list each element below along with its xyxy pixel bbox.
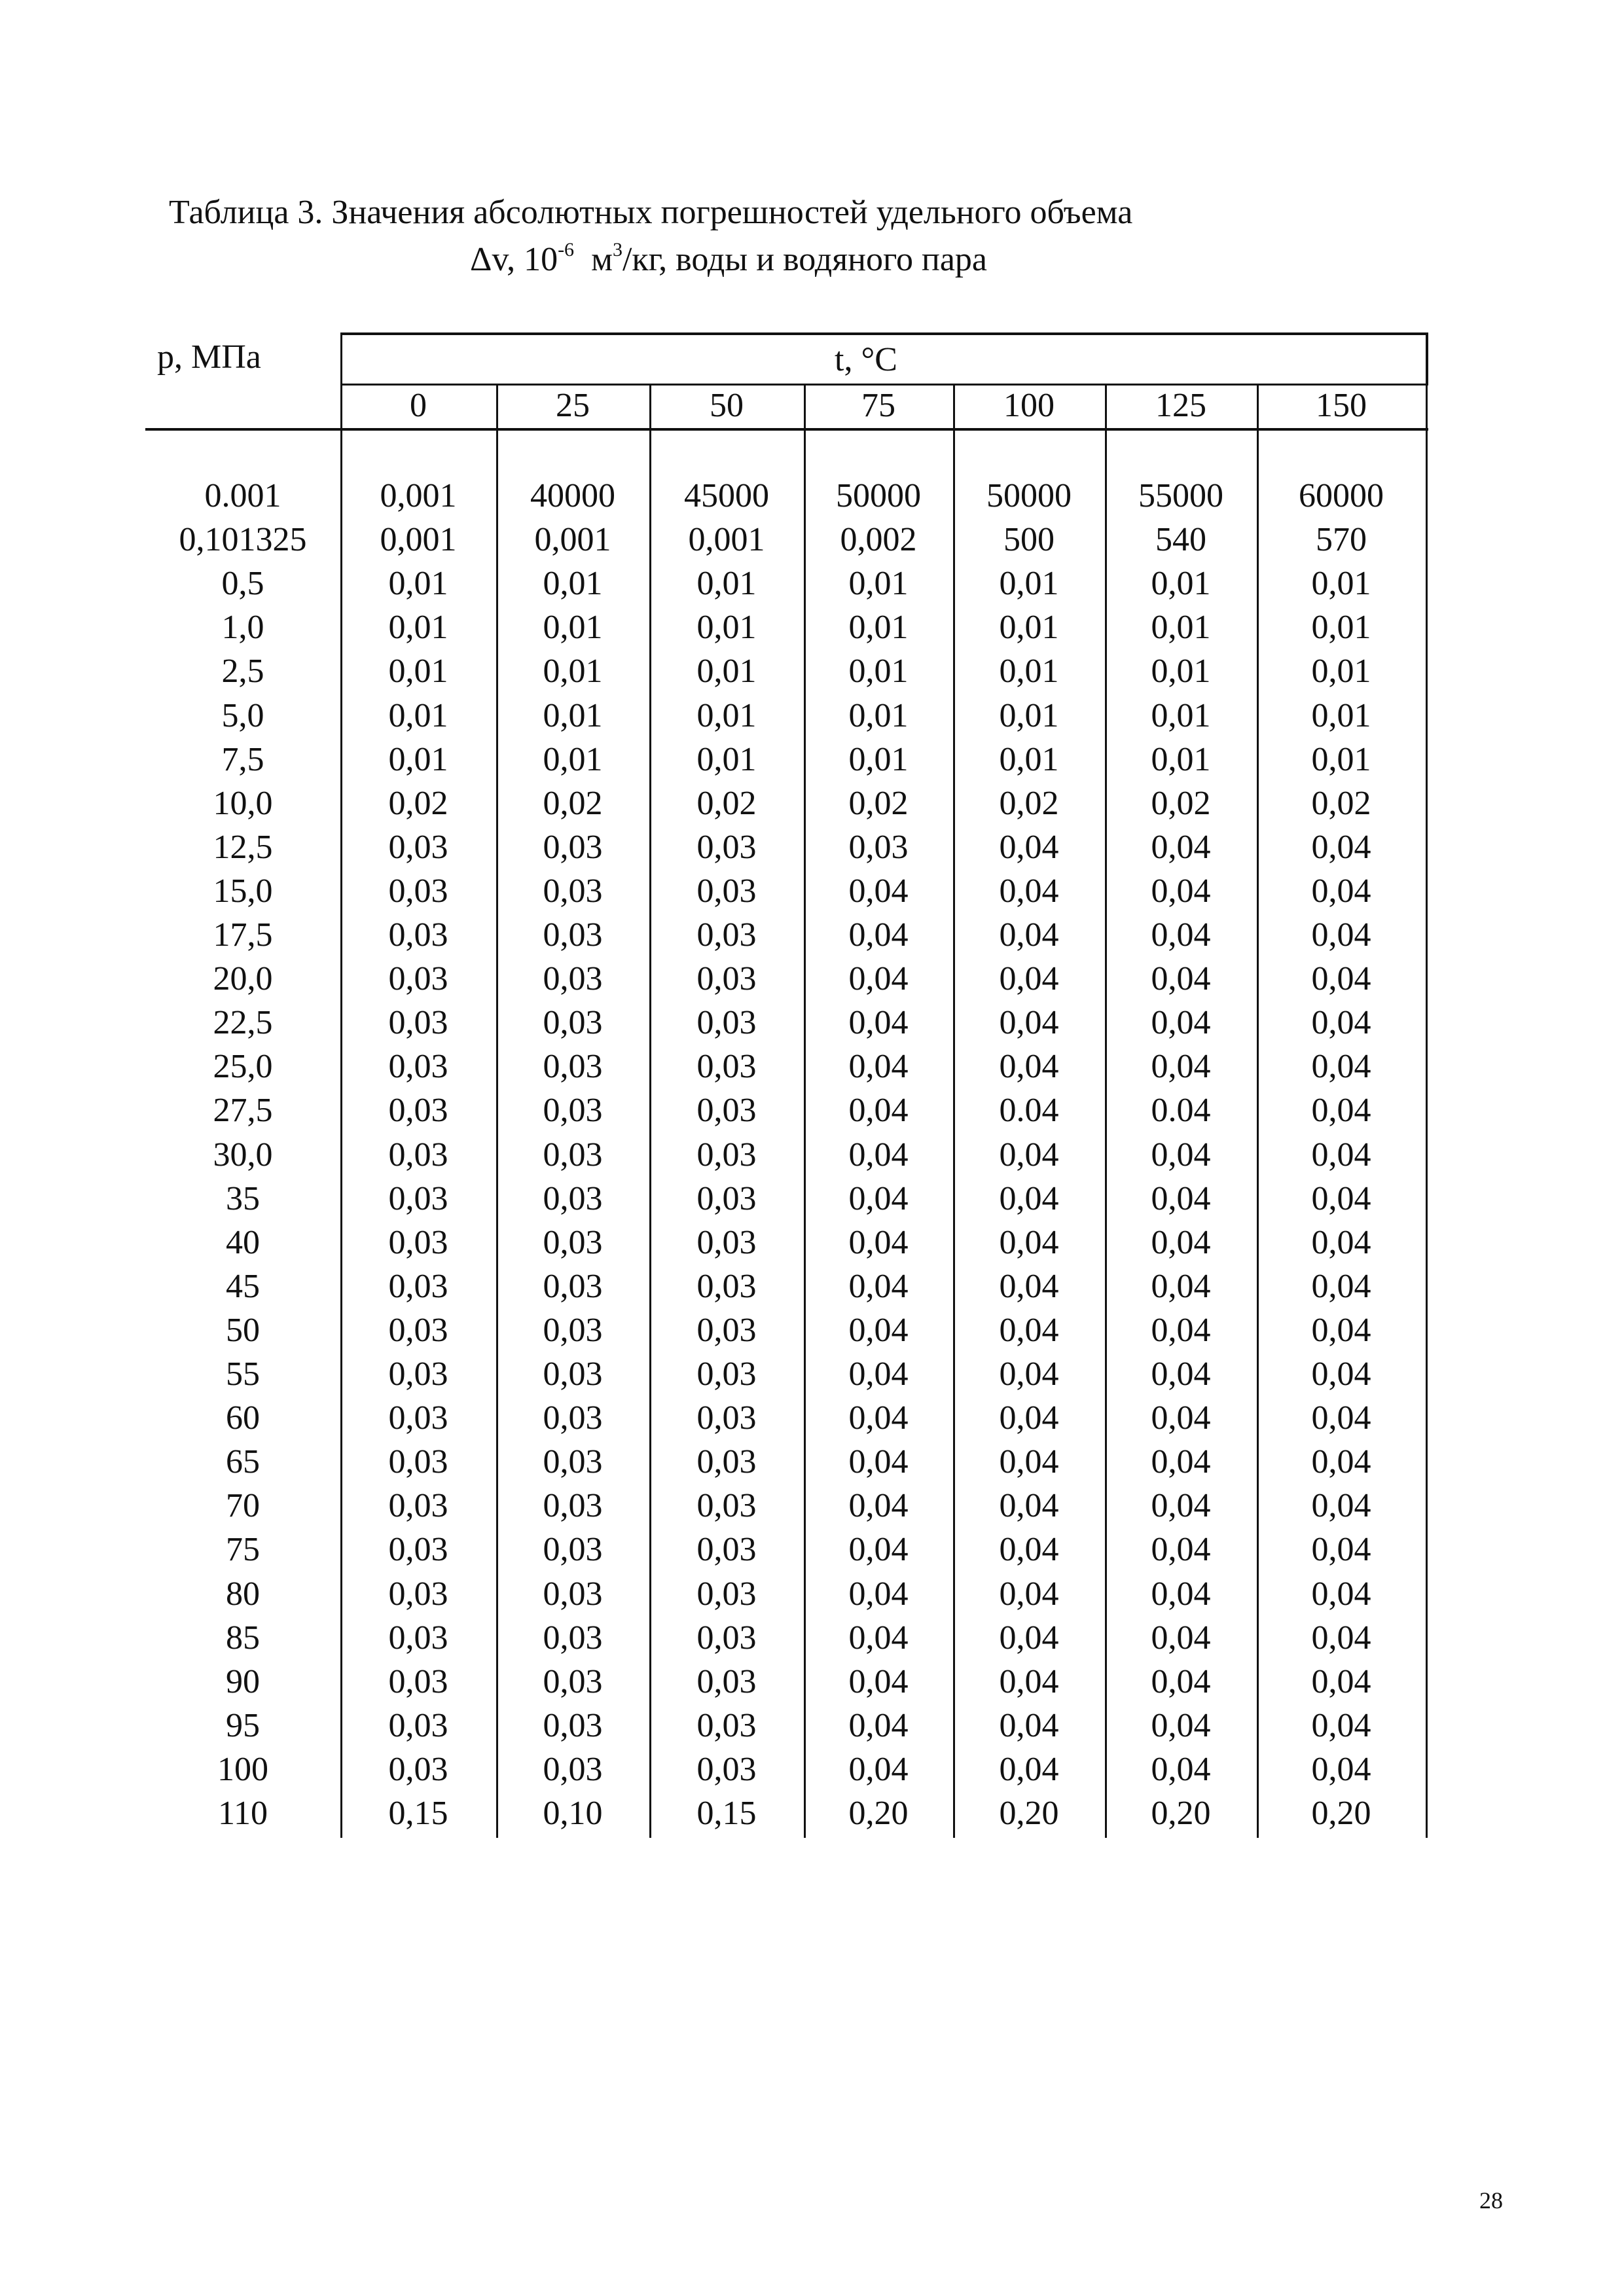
table-cell: 0,04 (1311, 1443, 1371, 1481)
table-cell: 0,03 (696, 1662, 757, 1700)
table-cell: 0,04 (1311, 1355, 1371, 1393)
caption-title: Таблица 3. Значения абсолютных погрешностей удельного объема (169, 194, 1133, 231)
table-cell: 0,04 (848, 1267, 909, 1305)
table-cell: 0,04 (999, 1662, 1059, 1700)
table-cell: 0,03 (696, 1487, 757, 1525)
table-cell: 0,15 (696, 1795, 757, 1832)
table-cell: 0,04 (999, 1706, 1059, 1744)
table-cell: 0,03 (543, 1048, 603, 1086)
table-cell: 0,01 (696, 653, 757, 691)
table-cell: 0,04 (848, 1136, 909, 1174)
table-cell: 0,03 (696, 916, 757, 954)
table-cell: 0,04 (999, 1443, 1059, 1481)
table-cell: 0,01 (388, 609, 448, 647)
row-pressure: 75 (226, 1531, 260, 1569)
table-cell: 0,01 (1311, 740, 1371, 778)
row-pressure: 100 (217, 1750, 268, 1788)
table-cell: 0,01 (1311, 653, 1371, 691)
table-cell: 0,04 (848, 1443, 909, 1481)
table-cell: 0,03 (543, 1750, 603, 1788)
table-cell: 0,04 (1151, 1311, 1211, 1349)
table-cell: 0,01 (1151, 740, 1211, 778)
table-cell: 0,01 (543, 565, 603, 603)
table-cell: 0,10 (543, 1795, 603, 1832)
table-cell: 0,03 (388, 1619, 448, 1657)
table-cell: 0,02 (696, 784, 757, 822)
table-cell: 0,04 (1151, 916, 1211, 954)
table-cell: 500 (1003, 521, 1055, 559)
table-cell: 0,04 (1311, 828, 1371, 866)
table-cell: 0,01 (999, 565, 1059, 603)
table-cell: 0.04 (1151, 1092, 1211, 1130)
table-cell: 0,03 (543, 916, 603, 954)
table-cell: 0,04 (1311, 960, 1371, 998)
row-pressure: 1,0 (221, 609, 264, 647)
table-cell: 0,04 (848, 1619, 909, 1657)
table-cell: 0,04 (999, 1311, 1059, 1349)
table-cell: 0,03 (543, 872, 603, 910)
row-pressure: 45 (226, 1267, 260, 1305)
row-pressure: 55 (226, 1355, 260, 1393)
table-cell: 0,03 (696, 1575, 757, 1613)
table-cell: 0,03 (543, 1355, 603, 1393)
row-pressure: 0,101325 (179, 521, 307, 559)
table-cell: 0,03 (388, 1092, 448, 1130)
table-cell: 0,04 (999, 1575, 1059, 1613)
row-pressure: 85 (226, 1619, 260, 1657)
table-cell: 0,04 (848, 1487, 909, 1525)
table-cell: 0,04 (1311, 1399, 1371, 1437)
table-cell: 0,01 (1151, 609, 1211, 647)
table-cell: 0,03 (388, 1136, 448, 1174)
row-pressure: 25,0 (213, 1048, 273, 1086)
table-cell: 0,04 (999, 1531, 1059, 1569)
table-cell: 0,03 (388, 1575, 448, 1613)
column-header: 125 (1155, 387, 1206, 424)
table-cell: 0,04 (1151, 1750, 1211, 1788)
table-cell: 45000 (684, 477, 769, 514)
table-cell: 0,04 (999, 1179, 1059, 1217)
table-cell: 0,01 (999, 740, 1059, 778)
table-cell: 0,04 (1151, 1531, 1211, 1569)
row-pressure: 7,5 (221, 740, 264, 778)
table-cell: 0,04 (1311, 1267, 1371, 1305)
table-cell: 0,01 (848, 653, 909, 691)
table-cell: 0,15 (388, 1795, 448, 1832)
table-cell: 0,002 (840, 521, 917, 559)
table-cell: 0,04 (848, 1662, 909, 1700)
table-cell: 0,03 (543, 828, 603, 866)
table-cell: 0,01 (543, 740, 603, 778)
table-cell: 0,03 (388, 1004, 448, 1042)
row-pressure: 27,5 (213, 1092, 273, 1130)
table-cell: 0,04 (848, 1575, 909, 1613)
table-cell: 0,03 (388, 960, 448, 998)
table-cell: 0,04 (999, 916, 1059, 954)
table-cell: 0,04 (848, 1179, 909, 1217)
table-cell: 0,04 (1311, 1750, 1371, 1788)
table-cell: 0,01 (696, 740, 757, 778)
row-pressure: 50 (226, 1311, 260, 1349)
table-cell: 0,04 (848, 960, 909, 998)
table-cell: 0,04 (1311, 1048, 1371, 1086)
table-cell: 0,01 (999, 609, 1059, 647)
table-cell: 0,01 (848, 740, 909, 778)
table-cell: 0,01 (543, 653, 603, 691)
table-cell: 0,04 (1311, 1619, 1371, 1657)
table-cell: 0,04 (999, 1750, 1059, 1788)
table-cell: 0,03 (696, 1179, 757, 1217)
table-cell: 0,03 (543, 1399, 603, 1437)
table-cell: 0,03 (543, 1706, 603, 1744)
table-cell: 0,04 (999, 1619, 1059, 1657)
table-cell: 0,03 (543, 1487, 603, 1525)
table-cell: 0,03 (696, 1136, 757, 1174)
table-cell: 0,03 (543, 1531, 603, 1569)
table-cell: 0,03 (696, 872, 757, 910)
table-cell: 0,03 (388, 1223, 448, 1261)
table-cell: 0,03 (388, 1179, 448, 1217)
table-cell: 0,01 (848, 609, 909, 647)
table-cell: 0,01 (999, 696, 1059, 734)
row-header-label: p, МПа (157, 338, 261, 376)
table-cell: 0,04 (848, 1531, 909, 1569)
table-cell: 0,01 (848, 565, 909, 603)
table-cell: 0,02 (388, 784, 448, 822)
table-cell: 0,04 (1151, 1267, 1211, 1305)
table-cell: 0,01 (1151, 696, 1211, 734)
row-pressure: 90 (226, 1662, 260, 1700)
table-cell: 0,03 (388, 1267, 448, 1305)
table-cell: 0,04 (848, 872, 909, 910)
table-cell: 0,04 (848, 1399, 909, 1437)
table-cell: 0,04 (1151, 1004, 1211, 1042)
table-cell: 0,03 (388, 1662, 448, 1700)
table-cell: 0,02 (999, 784, 1059, 822)
table-cell: 570 (1316, 521, 1367, 559)
table-cell: 0,04 (999, 1223, 1059, 1261)
table-cell: 0,01 (1311, 609, 1371, 647)
table-cell: 540 (1155, 521, 1206, 559)
table-cell: 0,01 (1311, 696, 1371, 734)
table-cell: 0,04 (848, 1750, 909, 1788)
table-cell: 0,04 (848, 1092, 909, 1130)
table-cell: 0,04 (1311, 1487, 1371, 1525)
table-cell: 0,04 (848, 1311, 909, 1349)
table-cell: 0,03 (388, 916, 448, 954)
table-cell: 0,001 (380, 477, 457, 514)
table-cell: 0,04 (999, 828, 1059, 866)
row-pressure: 22,5 (213, 1004, 273, 1042)
row-pressure: 60 (226, 1399, 260, 1437)
table-cell: 0,04 (848, 1004, 909, 1042)
header-sub-rule (340, 384, 1428, 386)
row-pressure: 110 (217, 1795, 268, 1832)
header-bottom-rule (145, 428, 1428, 431)
table-cell: 0,01 (388, 740, 448, 778)
table-cell: 0,04 (1151, 1399, 1211, 1437)
table-cell: 0,04 (999, 1004, 1059, 1042)
table-cell: 0,04 (1311, 872, 1371, 910)
table-cell: 0,01 (1311, 565, 1371, 603)
column-header: 0 (410, 387, 427, 424)
row-pressure: 15,0 (213, 872, 273, 910)
table-cell: 0,04 (1151, 1487, 1211, 1525)
caption-units-text: Δv, 10 (470, 241, 558, 278)
table-cell: 0,20 (1311, 1795, 1371, 1832)
table-cell: 0,03 (696, 1223, 757, 1261)
table-cell: 0,03 (848, 828, 909, 866)
table-cell: 0,03 (696, 1750, 757, 1788)
table-cell: 0,03 (696, 1355, 757, 1393)
table-cell: 0,04 (1311, 1179, 1371, 1217)
table-cell: 0,04 (1311, 1136, 1371, 1174)
column-header: 25 (556, 387, 590, 424)
table-cell: 0,04 (848, 1223, 909, 1261)
table-cell: 0,04 (848, 1355, 909, 1393)
row-pressure: 65 (226, 1443, 260, 1481)
table-cell: 0,04 (1151, 1575, 1211, 1613)
table-cell: 0,03 (543, 1443, 603, 1481)
column-header: 75 (861, 387, 895, 424)
row-pressure: 20,0 (213, 960, 273, 998)
table-cell: 0,03 (696, 1443, 757, 1481)
table-cell: 0,03 (696, 1619, 757, 1657)
table-cell: 0,03 (696, 1092, 757, 1130)
table-cell: 0,03 (388, 1750, 448, 1788)
column-header: 100 (1003, 387, 1055, 424)
row-pressure: 95 (226, 1706, 260, 1744)
table-cell: 0,02 (1311, 784, 1371, 822)
table-cell: 0,03 (543, 1575, 603, 1613)
table-cell: 0,04 (1151, 1223, 1211, 1261)
table-cell: 0,03 (543, 1662, 603, 1700)
table-cell: 0,03 (696, 1531, 757, 1569)
column-header: 50 (710, 387, 744, 424)
table-cell: 0,03 (388, 1487, 448, 1525)
table-cell: 0,04 (848, 1048, 909, 1086)
table-cell: 0,04 (1151, 1355, 1211, 1393)
table-cell: 0,01 (999, 653, 1059, 691)
table-cell: 0,001 (688, 521, 765, 559)
table-cell: 0,03 (388, 828, 448, 866)
table-cell: 0,04 (1311, 1311, 1371, 1349)
table-cell: 0,02 (1151, 784, 1211, 822)
table-cell: 0,04 (999, 872, 1059, 910)
table-cell: 0,04 (848, 916, 909, 954)
table-top-rule (340, 332, 1428, 335)
table-cell: 0,03 (388, 1531, 448, 1569)
table-cell: 0,04 (1151, 960, 1211, 998)
table-cell: 0,01 (848, 696, 909, 734)
table-cell: 0,03 (388, 1311, 448, 1349)
table-cell: 0,04 (1151, 872, 1211, 910)
table-cell: 0,04 (1311, 1004, 1371, 1042)
table-cell: 0,03 (543, 1179, 603, 1217)
table-cell: 0,04 (1151, 1048, 1211, 1086)
row-pressure: 40 (226, 1223, 260, 1261)
row-pressure: 17,5 (213, 916, 273, 954)
table-cell: 0,04 (848, 1706, 909, 1744)
table-cell: 0,04 (1311, 1531, 1371, 1569)
table-cell: 50000 (986, 477, 1072, 514)
caption-units-text: /кг, воды и водяного пара (622, 241, 987, 278)
table-cell: 0,01 (388, 565, 448, 603)
table-cell: 0,03 (696, 1048, 757, 1086)
column-header: 150 (1316, 387, 1367, 424)
row-pressure: 5,0 (221, 696, 264, 734)
caption-exponent: 3 (612, 239, 623, 260)
table-cell: 0,04 (1151, 1619, 1211, 1657)
table-cell: 0,01 (696, 609, 757, 647)
table-cell: 0,04 (1151, 1443, 1211, 1481)
table-cell: 0,03 (388, 1399, 448, 1437)
table-cell: 0,04 (1311, 1575, 1371, 1613)
table-cell: 0,04 (999, 1136, 1059, 1174)
table-cell: 0,03 (696, 1399, 757, 1437)
table-cell: 0,001 (380, 521, 457, 559)
table-cell: 0,03 (543, 1136, 603, 1174)
table-cell: 0.04 (999, 1092, 1059, 1130)
table-cell: 40000 (530, 477, 615, 514)
table-cell: 0,03 (388, 1443, 448, 1481)
row-pressure: 0.001 (204, 477, 281, 514)
table-cell: 0,03 (696, 1706, 757, 1744)
table-cell: 0,001 (534, 521, 611, 559)
table-cell: 0,20 (1151, 1795, 1211, 1832)
table-cell: 0,20 (999, 1795, 1059, 1832)
table-cell: 0,04 (999, 960, 1059, 998)
caption-units-text: м (574, 241, 613, 278)
column-group-label: t, °C (835, 341, 897, 378)
table-cell: 0,04 (1151, 1136, 1211, 1174)
table-cell: 0,04 (1151, 1706, 1211, 1744)
table-cell: 0,04 (1151, 1179, 1211, 1217)
table-cell: 0,03 (696, 1311, 757, 1349)
row-pressure: 80 (226, 1575, 260, 1613)
table-cell: 0,01 (696, 696, 757, 734)
table-cell: 0,03 (543, 1223, 603, 1261)
table-cell: 0,04 (1311, 1662, 1371, 1700)
table-cell: 0,03 (388, 1048, 448, 1086)
caption-exponent: -6 (558, 239, 575, 260)
table-cell: 0,04 (1151, 1662, 1211, 1700)
table-cell: 0,04 (999, 1048, 1059, 1086)
table-cell: 0,03 (696, 1004, 757, 1042)
table-cell: 0,03 (696, 828, 757, 866)
table-cell: 0,20 (848, 1795, 909, 1832)
table-cell: 0,03 (388, 1355, 448, 1393)
table-cell: 0,03 (543, 1092, 603, 1130)
table-cell: 0,03 (543, 1267, 603, 1305)
table-cell: 0,01 (543, 609, 603, 647)
table-cell: 60000 (1299, 477, 1384, 514)
column-divider (1426, 332, 1428, 1838)
row-pressure: 10,0 (213, 784, 273, 822)
table-cell: 0,04 (1151, 828, 1211, 866)
row-pressure: 0,5 (221, 565, 264, 603)
table-cell: 0,04 (999, 1267, 1059, 1305)
table-cell: 0,04 (999, 1487, 1059, 1525)
row-pressure: 12,5 (213, 828, 273, 866)
table-cell: 0,04 (1311, 1223, 1371, 1261)
table-cell: 0,03 (543, 1619, 603, 1657)
table-cell: 0,02 (848, 784, 909, 822)
table-cell: 0,03 (543, 1311, 603, 1349)
table-cell: 0,01 (696, 565, 757, 603)
table-cell: 0,03 (696, 960, 757, 998)
table-cell: 0,03 (388, 872, 448, 910)
table-cell: 0,04 (1311, 916, 1371, 954)
table-cell: 0,02 (543, 784, 603, 822)
table-cell: 0,03 (696, 1267, 757, 1305)
table-cell: 0,03 (543, 1004, 603, 1042)
table-cell: 0,01 (1151, 653, 1211, 691)
table-cell: 55000 (1138, 477, 1223, 514)
table-cell: 0,04 (1311, 1706, 1371, 1744)
table-cell: 0,01 (388, 696, 448, 734)
row-pressure: 70 (226, 1487, 260, 1525)
page-number: 28 (1479, 2187, 1503, 2214)
table-cell: 0,01 (388, 653, 448, 691)
table-cell: 0,01 (1151, 565, 1211, 603)
table-cell: 0,01 (543, 696, 603, 734)
table-cell: 0,04 (1311, 1092, 1371, 1130)
row-pressure: 2,5 (221, 653, 264, 691)
row-pressure: 30,0 (213, 1136, 273, 1174)
table-cell: 50000 (836, 477, 921, 514)
table-cell: 0,03 (388, 1706, 448, 1744)
table-cell: 0,03 (543, 960, 603, 998)
row-pressure: 35 (226, 1179, 260, 1217)
table-cell: 0,04 (999, 1355, 1059, 1393)
table-cell: 0,04 (999, 1399, 1059, 1437)
